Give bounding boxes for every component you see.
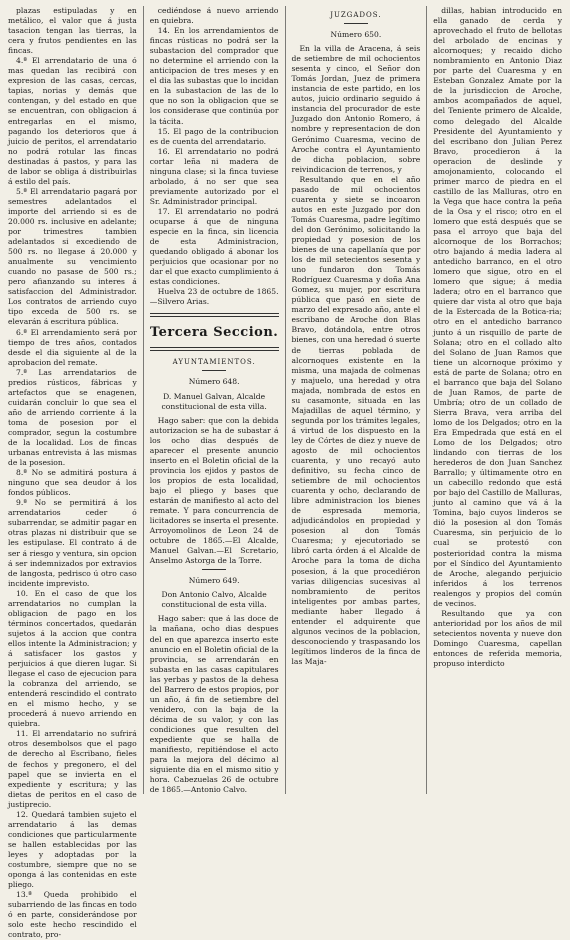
separator: [344, 23, 368, 24]
notice-number: Número 650.: [330, 30, 382, 40]
notice-heading: D. Manuel Galvan, Alcalde constitucional de esta villa.: [161, 391, 267, 411]
paragraph: Hago saber: que con la debida autorizacion se ha de subastar á los ocho dias después de aparecer el presente anuncio inserto en el Boletin oficial de la provincia los ejidos y pastos de los propios de esta localidad, bajo el pliego y bases que estarán de manifiesto al acto del remate. Y para concurrencia de licitadores se inserta el presente. Arroyomolinos de Leon 24 de octubre de 1865.—El Alcalde, Manuel Galvan.—El Scretario, Anselmo Astorga de la Torre.: [149, 415, 279, 566]
paragraph: 14. En los arrendamientos de fincas rústicas no podrá ser la subastacion del comprador que no determine el arriendo con la anticipacion de tres meses y en el dia las subastas que lo incidan en la subastacion de las de lo que no son la obligacion que se los considerase que continúa por la tácita.: [149, 26, 279, 126]
column-rule: [285, 6, 286, 794]
paragraph: Resultando que ya con anterioridad por los años de mil setecientos noventa y nueve don Domingo Cuaresma, capellan entonces de referida memoria, propuso interdicto: [433, 608, 562, 669]
column-3: [292, 6, 421, 794]
paragraph: Resultando que en el año pasado de mil ochocientos cuarenta y siete se incoaron autos en este Juzgado por don Tomás Cuaresma, padre legítimo del don Gerónimo, solicitando la propiedad y posesion de los bienes de una capellanía que por los de mil setecientos sesenta y uno fundaron don Tomás Rodríguez Cuaresma y doña Ana Gomez, su mujer, por escritura pública que pasó en siete de marzo del expresado año, ante el escribano de Aroche don Blas Bravo, dotándola, entre otros bienes, con una heredad ó suerte de tierras poblada de alcornoques existente en la misma, una majada de colmenas y majuelo, una heredad y otra majada, nombrada de estos en su casamonte, situada en las Majadillas de aquel término, y segunda por los trámites legales, á virtud de los dispuesto en la ley de Córtes de diez y nueve de agosto de mil ochocientos cuarenta, y uno recayó auto definitivo, su fecha cinco de setiembre de mil ochocientos cuarenta y ocho, declarando de libre administracion los bienes de espresada memoria, adjudicándolos en propiedad y posesion al don Tomás Cuaresma; y ejecutoriado se libró carta órden á el Alcalde de Aroche para la toma de dicha posesion, á la que procediéron varias diligencias sucesivas al nombramiento de peritos inteligentes por ambas partes, mediante haber llegado á entender el adquirente que algunos vecinos de la poblacion, desconociendo y traspasando los legítimos linderos de la finca de las Maja-: [291, 174, 421, 666]
section-title: JUZGADOS.: [330, 11, 382, 19]
paragraph: En la villa de Aracena, á seis de setiembre de mil ochocientos sesenta y cinco, el Señor don Tomás Jordan, Juez de primera instancia de este partido, en los autos, juicio ordinario seguido á instancia del procurador de este Juzgado don Antonio Romero, á nombre y representacion de don Gerónimo Cuaresma, vecino de Aroche contra el Ayuntamiento de dicha poblacion, sobre reivindicacion de terrenos, y: [291, 44, 421, 174]
column-1: [8, 6, 137, 940]
paragraph: 16. El arrendatario no podrá cortar leña ni madera de ninguna clase; si la finca tuviese arbolado, á no ser que sea previamente autorizado por el Sr. Administrador principal.: [149, 146, 279, 206]
paragraph: 9.ª No se permitirá á los arrendatarios ceder ó subarrendar, se admitir pagar en otras plazas ni distribuir que se les estipulase. El contrato á de ser á riesgo y ventura, sin opcion á ser indemnizados por extravios de langosta, pedrisco ú otro caso incidente imprevisto.: [8, 498, 137, 588]
notice-number: Número 649.: [188, 576, 240, 586]
double-rule: [150, 347, 279, 351]
double-rule: [150, 313, 279, 317]
paragraph: plazas estipuladas y en metálico, el valor que á justa tasacion tengan las tierras, la cera y frutos pendientes en las fincas.: [8, 6, 137, 56]
paragraph: 5.ª El arrendatario pagará por semestres adelantados el importe del arriendo si es de 20.000 rs. inclusive en adelante; por trimestres tambien adelantados si excediendo de 500 rs. no llegase á 20.000 y anualmente su vencimiento cuando no pasase de 500 rs.; pero afianzando su interes á satisfaccion del Administrador. Los contratos de arriendo cuyo tipo exceda de 500 rs. se elevarán á escritura pública.: [8, 186, 137, 327]
paragraph: 4.ª El arrendatario de una ó mas quedan las recibirá con expresion de las casas, cercas, tapias, norias y demás que contengan, y del estado en que se encuentran, con obligacion á entregarlas en el mismo, pagando los deterioros que á juicio de peritos, el arrendatario no podrá rotular las fincas destinadas á pastos, y para las de labor se obliga á distribuirlas á estilo del país.: [8, 56, 137, 186]
paragraph: cediéndose á nuevo arriendo en quiebra.: [149, 6, 279, 26]
paragraph: Hago saber: que á las doce de la mañana, ocho dias despues del en que aparezca inserto este anuncio en el Boletin oficial de la provincia, se arrendarán en subasta en las casas capitulares las yerbas y pastos de la dehesa del Barrero de estos propios, por un año, á fin de setiembre del venidero, con la baja de la décima de su valor, y con las condiciones que resulten del expediente que se halla de manifiesto, repitiéndose el acto para la mejora del décimo al siguiente dia en el mismo sitio y hora. Cabezuelas 26 de octubre de 1865.—Antonio Calvo.: [149, 614, 279, 795]
paragraph: 10. En el caso de que los arrendatarios no cumplan la obligacion de pago en los términos concertados, quedarán sujetos á la accion que contra ellos intente la Administracion; y á satisfacer los gastos y perjuicios á que dieren lugar. Si llegase el caso de ejecucion para la cobranza del arriendo, se entenderá rescindido el contrato en el mismo hecho, y se procederá á nuevo arriendo en quiebra.: [8, 588, 137, 729]
signature-line: Huelva 23 de octubre de 1865. —Silvero Arias.: [149, 287, 279, 307]
column-rule: [426, 6, 427, 794]
section-title: Tercera Seccion.: [149, 325, 279, 341]
notice-number: Número 648.: [188, 377, 240, 387]
paragraph: 13.ª Queda prohibido el subarriendo de las fincas en todo ó en parte, considerándose por solo este hecho rescindido el contrato, pro-: [8, 890, 137, 940]
notice-heading: Don Antonio Calvo, Alcalde constitucional de esta villa.: [161, 590, 267, 610]
paragraph: 12. Quedará tambien sujeto el arrendatario á las demas condiciones que particularmente se hallen establecidas por las leyes y adoptadas por la costumbre, siempre que no se oponga á las contenidas en este pliego.: [8, 809, 137, 890]
paragraph: 8.ª No se admitirá postura á ninguno que sea deudor á los fondos públicos.: [8, 468, 137, 498]
column-4: [433, 6, 562, 794]
subsection-title: AYUNTAMIENTOS.: [172, 358, 256, 367]
paragraph: 11. El arrendatario no sufrirá otros desembolsos que el pago de derecho al Escribano, fieles de fechos y pregonero, el del papel que se invierta en el expediente y escritura; y las dietas de peritos en el caso de justiprecio.: [8, 729, 137, 809]
separator: [202, 569, 226, 570]
column-2: [150, 6, 279, 794]
column-rule: [143, 6, 144, 794]
paragraph: dillas, habian introducido en ella ganado de cerda y aprovechado el fruto de bellotas del arbolado de encinas y alcornoques; y recaido dicho nombramiento en Antonio Diaz por parte del Cuaresma y en Esteban Gonzalez Amate por la de la jurisdiccion de Aroche, ambos acompañados de aquel, del Teniente primero de Alcalde, como delegado del Alcalde Presidente del Ayuntamiento y del escribano don Julian Perez Bravo, procedieron á la operacion de deslinde y amojonamiento, colocando el primer marco de piedra en el castillo de las Malluras, otro en la Vega que hace contra la peña de la Osa y el risco; otro en el lomero que está después que se pasa el arroyo que baja del alcornoque de los Borrachos; otro bajando á media ladera al antedicho barranco, en el otro lomero que sigue, otro en el lomero que sigue; á media ladera; otro en el barranco que quiere dar vista al otro que baja de la Estercada de la Botica-ria; otro en el antedicho barranco junto á un risquillo de parte de Solana; otro en el collado alto del Solano de Juan Ramos que tiene un alcornoque próximo y está de parte de Solana; otro en el barranco que baja del Solano de Juan Ramos, de parte de Umbría; otro de un collado de Sierra Brava, vera arriba del lomo de los Delgados; otro en la Era Empedrada que está en el Lomo de los Delgados; otro lindando con tierras de los herederos de don Juan Sanchez Barrallo; y últimamente otro en un cabecillo redondo que está por bajo del Castillo de Malluras, junto al camino que vá á la Tomina, bajo cuyos linderos se dió la posesion al don Tomás Cuaresma, sin perjuicio de lo cual se protestó con posterioridad contra la misma por el Síndico del Ayuntamiento de Aroche, alegando perjuicio inferidos á los terrenos realengos y propios del común de vecinos.: [433, 6, 562, 608]
columns: [8, 6, 562, 940]
paragraph: 7.ª Las arrendatarios de predios rústicos, fábricas y artefactos que se enagenen, cuidarán concluir lo que sea el año de arriendo corriente á la toma de posesion por el comprador, segun la costumbre de la localidad. Los de fincas urbanas entrevista á las mismas de la posesion.: [8, 367, 137, 468]
paragraph: 17. El arrendatario no podrá ocuparse á que de ninguna especie en la finca, sin licencia de esta Administracion, quedando obligado á abonar los perjuicios que ocasionar por no dar el que exacto cumplimiento á estas condiciones.: [149, 206, 279, 287]
separator: [202, 370, 226, 371]
paragraph: 15. El pago de la contribucion es de cuenta del arrendatario.: [149, 126, 279, 146]
paragraph: 6.ª El arrendamiento será por tiempo de tres años, contados desde el dia siguiente al de la aprobacion del remate.: [8, 327, 137, 367]
